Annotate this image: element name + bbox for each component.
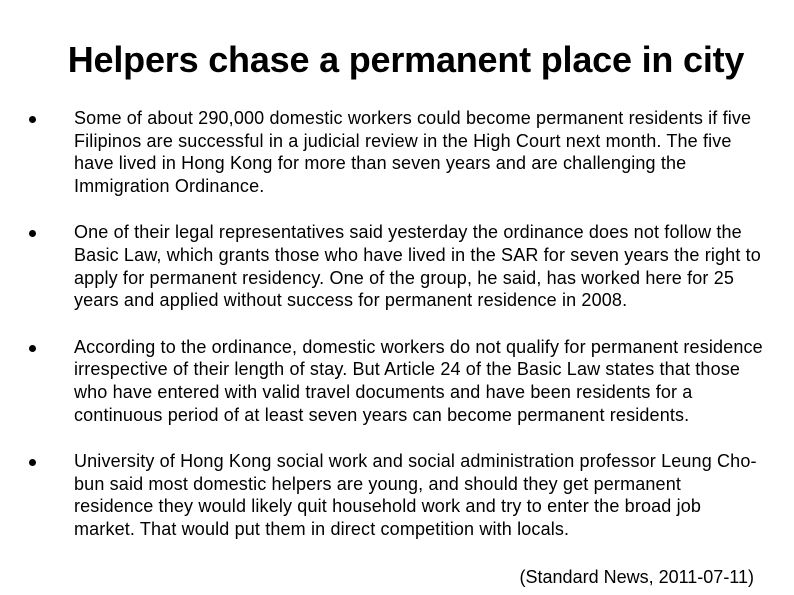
bullet-list: [0, 107, 794, 541]
bullet-item: [0, 221, 794, 311]
bullet-text: University of Hong Kong social work and social administration professor Leung Cho-bun said most domestic helpers are young, and should they get permanent residence they would likely quit household work and try to enter the broad job market. That would put them in direct competition with locals.: [74, 451, 757, 539]
bullet-dot-icon: [29, 345, 36, 352]
bullet-dot-icon: [29, 230, 36, 237]
bullet-item: [0, 107, 794, 197]
bullet-dot-icon: [29, 116, 36, 123]
slide-title: Helpers chase a permanent place in city: [67, 39, 745, 80]
bullet-text: Some of about 290,000 domestic workers could become permanent residents if five Filipinos are successful in a judicial review in the High Court next month. The five have lived in Hong Kong for more than seven years and are challenging the Immigration Ordinance.: [74, 108, 752, 196]
bullet-item: [0, 336, 794, 426]
bullet-text: According to the ordinance, domestic workers do not qualify for permanent residence irrespective of their length of stay. But Article 24 of the Basic Law states that those who have entered with valid travel documents and have been residents for a continuous period of at least seven years can become permanent residents.: [74, 336, 763, 425]
bullet-item: [0, 450, 794, 540]
bullet-dot-icon: [29, 459, 36, 466]
source-citation: (Standard News, 2011-07-11): [519, 567, 754, 587]
bullet-text: One of their legal representatives said yesterday the ordinance does not follow the Basic Law, which grants those who have lived in the SAR for seven years the right to apply for permanent residency. One of the group, he said, has worked here for 25 years and applied without success for permanent residence in 2008.: [74, 222, 761, 311]
